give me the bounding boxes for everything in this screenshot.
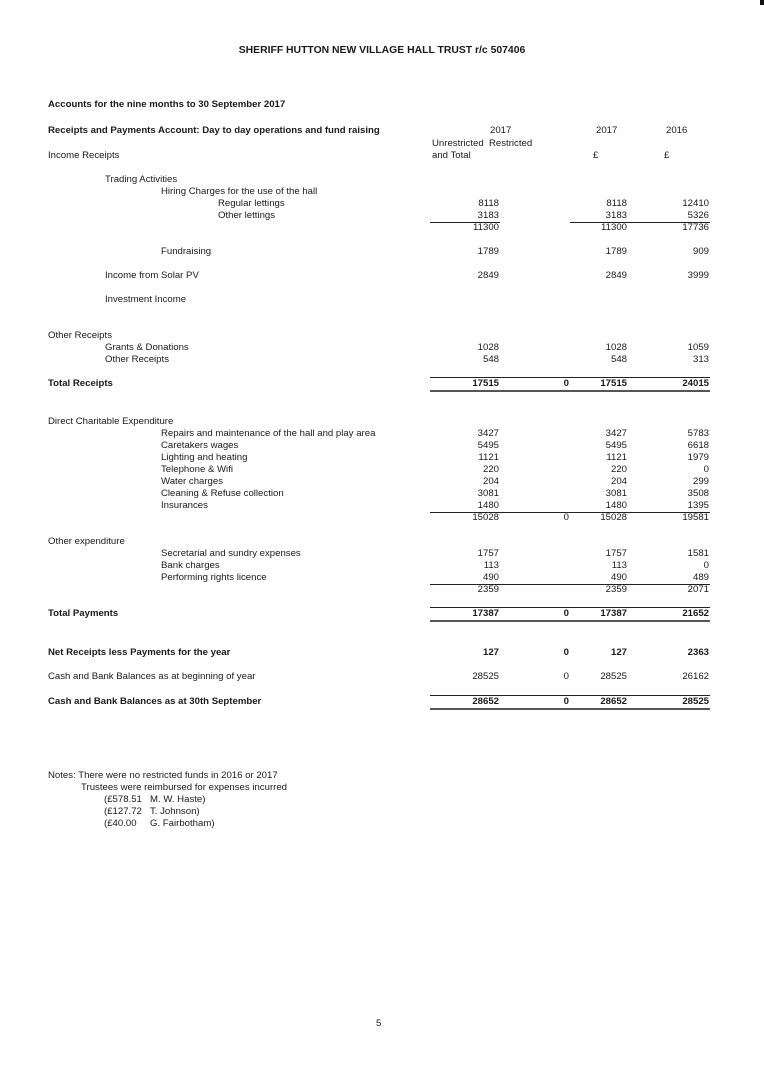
investment-income-label: Investment Income — [105, 294, 187, 305]
other-expenditure-heading: Other expenditure — [48, 536, 125, 547]
expense-unrestricted: 220 — [482, 464, 499, 475]
expense-2017: 1480 — [605, 500, 627, 511]
expense-unrestricted: 1757 — [477, 548, 499, 559]
grants-donations-unrestricted: 1028 — [477, 342, 499, 353]
section-heading: Receipts and Payments Account: Day to day operations and fund raising — [48, 125, 380, 136]
net-receipts-restricted: 0 — [563, 647, 569, 658]
other-subtotal-2017: 2359 — [605, 584, 627, 595]
other-lettings-2017: 3183 — [605, 210, 627, 221]
expense-label: Insurances — [161, 500, 208, 511]
direct-subtotal-restricted: 0 — [563, 512, 569, 523]
expense-2017: 113 — [611, 560, 627, 571]
total-receipts-unrestricted: 17515 — [472, 378, 499, 389]
notes-line-1: Notes: There were no restricted funds in 2016 or 2017 — [48, 770, 278, 781]
total-receipts-restricted: 0 — [563, 378, 569, 389]
column-header-2017-group: 2017 — [490, 125, 512, 136]
expense-label: Secretarial and sundry expenses — [161, 548, 301, 559]
expense-2016: 299 — [692, 476, 709, 487]
double-underline — [430, 708, 710, 710]
scan-mark — [760, 0, 764, 5]
column-header-restricted: Restricted — [489, 138, 533, 149]
expense-unrestricted: 204 — [482, 476, 499, 487]
reimbursement-amount: (£127.72 — [104, 806, 142, 817]
hiring-subtotal-unrestricted: 11300 — [473, 222, 499, 233]
direct-subtotal-2016: 19581 — [682, 512, 709, 523]
notes-line-2: Trustees were reimbursed for expenses incurred — [81, 782, 287, 793]
expense-label: Water charges — [161, 476, 224, 487]
reimbursement-name: M. W. Haste) — [150, 794, 206, 805]
closing-balance-label: Cash and Bank Balances as at 30th September — [48, 696, 262, 707]
total-payments-2017: 17387 — [600, 608, 627, 619]
expense-unrestricted: 3081 — [477, 488, 499, 499]
reimbursement-name: T. Johnson) — [150, 806, 200, 817]
grants-donations-2016: 1059 — [687, 342, 709, 353]
direct-expenditure-heading: Direct Charitable Expenditure — [48, 416, 174, 427]
document-title: SHERIFF HUTTON NEW VILLAGE HALL TRUST r/c 507406 — [238, 45, 526, 56]
fundraising-2017: 1789 — [605, 246, 627, 257]
grants-donations-label: Grants & Donations — [105, 342, 189, 353]
expense-2016: 0 — [703, 560, 709, 571]
total-receipts-2017: 17515 — [600, 378, 627, 389]
fundraising-unrestricted: 1789 — [477, 246, 499, 257]
closing-balance-2017: 28652 — [600, 696, 627, 707]
expense-label: Performing rights licence — [161, 572, 267, 583]
reimbursement-name: G. Fairbotham) — [150, 818, 215, 829]
expense-2016: 3508 — [687, 488, 709, 499]
total-payments-restricted: 0 — [563, 608, 569, 619]
opening-balance-label: Cash and Bank Balances as at beginning of year — [48, 671, 256, 682]
regular-lettings-label: Regular lettings — [218, 198, 285, 209]
total-payments-2016: 21652 — [682, 608, 709, 619]
solar-pv-label: Income from Solar PV — [105, 270, 199, 281]
trading-activities-heading: Trading Activities — [105, 174, 178, 185]
regular-lettings-unrestricted: 8118 — [478, 198, 499, 209]
expense-2016: 0 — [703, 464, 709, 475]
net-receipts-2017: 127 — [610, 647, 627, 658]
net-receipts-2016: 2363 — [687, 647, 709, 658]
expense-2017: 1757 — [605, 548, 627, 559]
total-receipts-2016: 24015 — [682, 378, 709, 389]
expense-label: Repairs and maintenance of the hall and play area — [161, 428, 376, 439]
hiring-charges-heading: Hiring Charges for the use of the hall — [161, 186, 318, 197]
expense-2016: 1979 — [687, 452, 709, 463]
reimbursement-amount: (£40.00 — [104, 818, 137, 829]
other-receipts-label: Other Receipts — [105, 354, 169, 365]
expense-2016: 489 — [692, 572, 709, 583]
other-subtotal-2016: 2071 — [687, 584, 709, 595]
hiring-subtotal-2017: 11300 — [601, 222, 627, 233]
other-receipts-2017: 548 — [610, 354, 627, 365]
page-number: 5 — [376, 1018, 382, 1029]
regular-lettings-2017: 8118 — [606, 198, 627, 209]
expense-unrestricted: 5495 — [477, 440, 499, 451]
expense-unrestricted: 490 — [482, 572, 499, 583]
expense-label: Lighting and heating — [161, 452, 248, 463]
expense-2016: 6618 — [687, 440, 709, 451]
currency-symbol-2017: £ — [593, 150, 599, 161]
expense-2017: 490 — [610, 572, 627, 583]
expense-2017: 1121 — [606, 452, 627, 463]
expense-label: Bank charges — [161, 560, 220, 571]
opening-balance-unrestricted: 28525 — [472, 671, 499, 682]
expense-unrestricted: 1480 — [477, 500, 499, 511]
expense-2016: 5783 — [687, 428, 709, 439]
solar-pv-unrestricted: 2849 — [477, 270, 499, 281]
expense-2017: 204 — [610, 476, 627, 487]
closing-balance-restricted: 0 — [563, 696, 569, 707]
fundraising-label: Fundraising — [161, 246, 212, 257]
expense-2016: 1395 — [687, 500, 709, 511]
other-receipts-2016: 313 — [692, 354, 709, 365]
double-underline — [430, 390, 710, 392]
grants-donations-2017: 1028 — [605, 342, 627, 353]
expense-2016: 1581 — [687, 548, 709, 559]
expense-unrestricted: 3427 — [477, 428, 499, 439]
other-receipts-unrestricted: 548 — [482, 354, 499, 365]
reimbursement-amount: (£578.51 — [104, 794, 142, 805]
expense-2017: 5495 — [605, 440, 627, 451]
document-subtitle: Accounts for the nine months to 30 September 2017 — [48, 99, 286, 110]
opening-balance-2017: 28525 — [600, 671, 627, 682]
expense-label: Cleaning & Refuse collection — [161, 488, 284, 499]
solar-pv-2017: 2849 — [605, 270, 627, 281]
other-lettings-label: Other lettings — [218, 210, 276, 221]
total-payments-unrestricted: 17387 — [472, 608, 499, 619]
opening-balance-restricted: 0 — [563, 671, 569, 682]
net-receipts-label: Net Receipts less Payments for the year — [48, 647, 231, 658]
closing-balance-unrestricted: 28652 — [472, 696, 499, 707]
other-lettings-2016: 5326 — [687, 210, 709, 221]
direct-subtotal-2017: 15028 — [600, 512, 627, 523]
expense-label: Caretakers wages — [161, 440, 239, 451]
expense-unrestricted: 1121 — [478, 452, 499, 463]
expense-2017: 220 — [610, 464, 627, 475]
total-payments-label: Total Payments — [48, 608, 119, 619]
other-subtotal-unrestricted: 2359 — [477, 584, 499, 595]
fundraising-2016: 909 — [692, 246, 709, 257]
direct-subtotal-unrestricted: 15028 — [472, 512, 499, 523]
solar-pv-2016: 3999 — [687, 270, 709, 281]
closing-balance-2016: 28525 — [682, 696, 709, 707]
expense-unrestricted: 113 — [483, 560, 499, 571]
column-header-and-total: and Total — [432, 150, 471, 161]
opening-balance-2016: 26162 — [682, 671, 709, 682]
net-receipts-unrestricted: 127 — [482, 647, 499, 658]
other-receipts-heading: Other Receipts — [48, 330, 112, 341]
other-lettings-unrestricted: 3183 — [477, 210, 499, 221]
total-receipts-label: Total Receipts — [48, 378, 113, 389]
column-header-2016: 2016 — [666, 125, 688, 136]
expense-label: Telephone & Wifi — [161, 464, 233, 475]
currency-symbol-2016: £ — [664, 150, 670, 161]
regular-lettings-2016: 12410 — [682, 198, 709, 209]
column-header-unrestricted: Unrestricted — [432, 138, 484, 149]
expense-2017: 3427 — [605, 428, 627, 439]
hiring-subtotal-2016: 17736 — [682, 222, 709, 233]
expense-2017: 3081 — [605, 488, 627, 499]
column-header-2017: 2017 — [596, 125, 618, 136]
income-receipts-heading: Income Receipts — [48, 150, 120, 161]
double-underline — [430, 620, 710, 622]
